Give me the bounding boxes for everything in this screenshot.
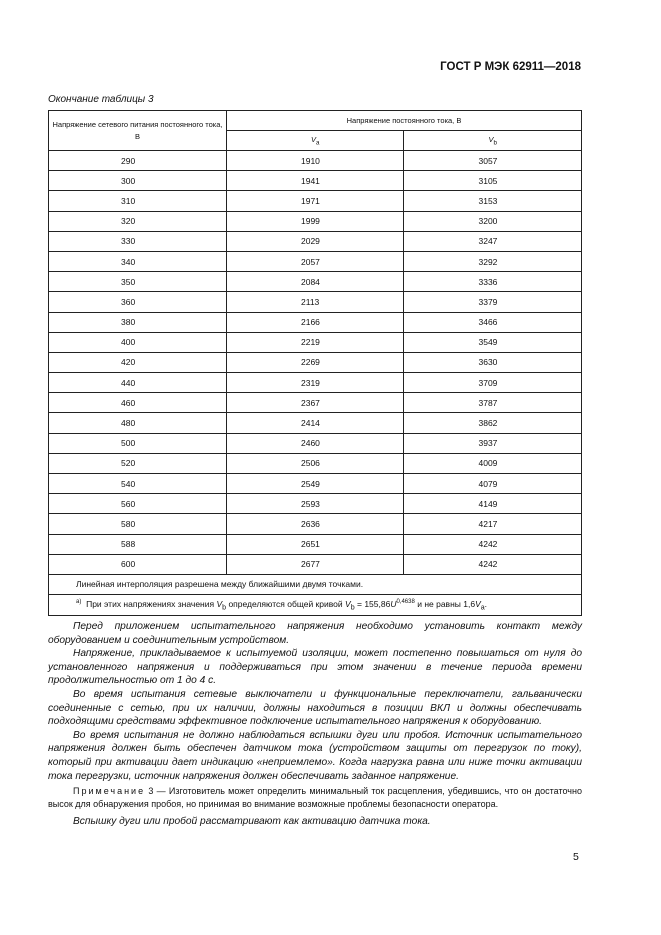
vb-cell: 3549 [404, 332, 582, 352]
data-table [48, 110, 582, 616]
supply-voltage-cell: 380 [49, 312, 227, 332]
va-cell: 2506 [227, 453, 404, 473]
note-3 [48, 785, 582, 811]
vb-cell: 3709 [404, 373, 582, 393]
va-cell: 2113 [227, 292, 404, 312]
va-cell: 2367 [227, 393, 404, 413]
table-row [49, 433, 582, 453]
supply-voltage-cell: 600 [49, 554, 227, 574]
vb-cell: 4242 [404, 554, 582, 574]
supply-voltage-cell: 520 [49, 453, 227, 473]
table-row [49, 272, 582, 292]
table-body [49, 151, 582, 575]
table-footnote: $^{a)}$ При этих напряжениях значения $V_b$ определяются общей кривой $V_b = 155,86U^{0,4638}$ и не равны $1,6V_a$. [49, 594, 582, 615]
va-cell: 2219 [227, 332, 404, 352]
header-dc-voltage: Напряжение постоянного тока, В [227, 111, 582, 131]
va-cell: 1910 [227, 151, 404, 171]
vb-cell: 4079 [404, 474, 582, 494]
table-row [49, 191, 582, 211]
vb-cell: 3379 [404, 292, 582, 312]
vb-cell: 3937 [404, 433, 582, 453]
supply-voltage-cell: 290 [49, 151, 227, 171]
paragraph: Напряжение, прикладываемое к испытуемой изоляции, может постепенно повышаться от нуля до установленного напряжения и поддерживаться при этом значении в течение периода времени продолжительностью от 1 до 4 с. [48, 648, 582, 687]
supply-voltage-cell: 300 [49, 171, 227, 191]
interpolation-note: Линейная интерполяция разрешена между ближайшими двумя точками. [49, 574, 582, 594]
final-paragraph: Вспышку дуги или пробой рассматривают как активацию датчика тока. [73, 816, 431, 827]
table-row [49, 453, 582, 473]
vb-cell: 3630 [404, 352, 582, 372]
va-cell: 2084 [227, 272, 404, 292]
vb-cell: 3292 [404, 251, 582, 271]
va-cell: 2414 [227, 413, 404, 433]
supply-voltage-cell: 460 [49, 393, 227, 413]
supply-voltage-cell: 480 [49, 413, 227, 433]
vb-cell: 4242 [404, 534, 582, 554]
vb-cell: 4217 [404, 514, 582, 534]
table-row [49, 413, 582, 433]
table-row [49, 171, 582, 191]
table-row [49, 151, 582, 171]
supply-voltage-cell: 340 [49, 251, 227, 271]
supply-voltage-cell: 420 [49, 352, 227, 372]
header-supply-voltage: Напряжение сетевого питания постоянного тока, В [49, 111, 227, 151]
vb-cell: 4149 [404, 494, 582, 514]
supply-voltage-cell: 540 [49, 474, 227, 494]
note-text: — Изготовитель может определить минимальный ток расцепления, убедившись, что он достаточно высок для обнаружения пробоя, но принимая во внимание возможные проблемы безопасности оператора. [48, 786, 582, 809]
vb-cell: 3466 [404, 312, 582, 332]
va-cell: 2651 [227, 534, 404, 554]
header-vb: $V_b$ [404, 131, 582, 151]
va-cell: 2636 [227, 514, 404, 534]
vb-cell: 3787 [404, 393, 582, 413]
supply-voltage-cell: 360 [49, 292, 227, 312]
va-cell: 2269 [227, 352, 404, 372]
table-row [49, 251, 582, 271]
supply-voltage-cell: 400 [49, 332, 227, 352]
table-row [49, 514, 582, 534]
table-row [49, 231, 582, 251]
table-row [49, 534, 582, 554]
paragraph: Во время испытания сетевые выключатели и функциональные переключатели, гальванически соединенные с сетью, при их наличии, должны находиться в позиции ВКЛ и должны обеспечивать подходящими средствами эффективное подключение испытательного напряжения к оборудованию. [48, 688, 582, 728]
supply-voltage-cell: 440 [49, 373, 227, 393]
note-number: 3 [148, 786, 154, 796]
table-caption: Окончание таблицы 3 [48, 94, 154, 105]
vb-cell: 3247 [404, 231, 582, 251]
table-row [49, 393, 582, 413]
va-cell: 2549 [227, 474, 404, 494]
table-row [49, 312, 582, 332]
va-cell: 1971 [227, 191, 404, 211]
supply-voltage-cell: 310 [49, 191, 227, 211]
vb-cell: 3153 [404, 191, 582, 211]
table-row [49, 292, 582, 312]
note-label: Примечание [73, 786, 146, 796]
table-row [49, 373, 582, 393]
va-cell: 2057 [227, 251, 404, 271]
vb-cell: 3105 [404, 171, 582, 191]
supply-voltage-cell: 588 [49, 534, 227, 554]
vb-cell: 3057 [404, 151, 582, 171]
vb-cell: 3200 [404, 211, 582, 231]
vb-cell: 4009 [404, 453, 582, 473]
header-va: $V_a$ [227, 131, 404, 151]
va-cell: 1941 [227, 171, 404, 191]
va-cell: 2460 [227, 433, 404, 453]
va-cell: 2593 [227, 494, 404, 514]
va-cell: 2677 [227, 554, 404, 574]
vb-cell: 3862 [404, 413, 582, 433]
table-row [49, 474, 582, 494]
document-id: ГОСТ Р МЭК 62911—2018 [440, 61, 581, 73]
paragraph: Перед приложением испытательного напряжения необходимо установить контакт между оборудованием и соединительным устройством. [48, 621, 582, 646]
va-cell: 2166 [227, 312, 404, 332]
supply-voltage-cell: 350 [49, 272, 227, 292]
va-cell: 2319 [227, 373, 404, 393]
va-cell: 1999 [227, 211, 404, 231]
supply-voltage-cell: 320 [49, 211, 227, 231]
supply-voltage-cell: 500 [49, 433, 227, 453]
supply-voltage-cell: 560 [49, 494, 227, 514]
page-number: 5 [573, 851, 579, 863]
table-head [49, 111, 582, 151]
table-row [49, 332, 582, 352]
body-text [48, 620, 582, 783]
va-cell: 2029 [227, 231, 404, 251]
table-row [49, 554, 582, 574]
supply-voltage-cell: 580 [49, 514, 227, 534]
supply-voltage-cell: 330 [49, 231, 227, 251]
table-row [49, 352, 582, 372]
vb-cell: 3336 [404, 272, 582, 292]
table-row [49, 494, 582, 514]
paragraph: Во время испытания не должно наблюдаться вспышки дуги или пробоя. Источник испытательного напряжения должен быть обеспечен датчиком тока (устройством защиты от перегрузок по току), который при активации дает индикацию «неприемлемо». Когда нагрузка равна или ниже точки активации тока перегрузки, источник напряжения должен обеспечивать заданное напряжение. [48, 729, 582, 782]
table-row [49, 211, 582, 231]
